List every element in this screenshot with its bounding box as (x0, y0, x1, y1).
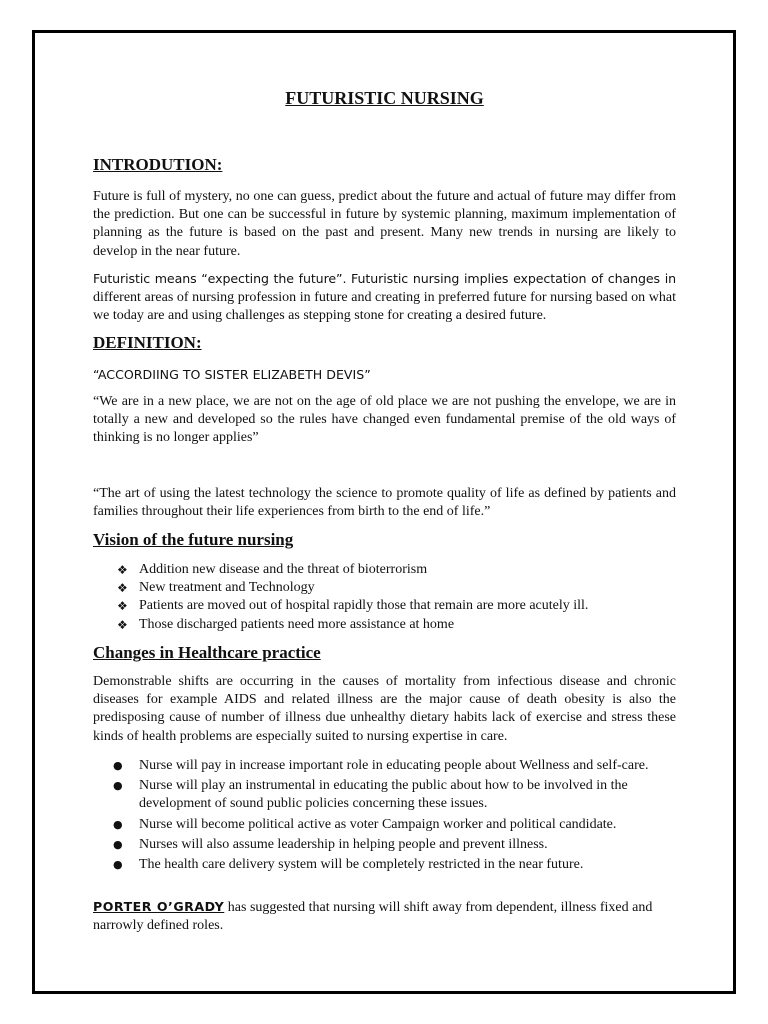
definition-quote-2: “The art of using the latest technology the science to promote quality of life as defined by patients and families throughout their life experiences from birth to the end of life.” (93, 486, 676, 520)
definition-heading: DEFINITION: (93, 333, 202, 352)
list-item: ● The health care delivery system will be completely restricted in the near future. (113, 856, 681, 874)
list-item: ❖ New treatment and Technology (117, 579, 657, 597)
introduction-paragraph-2 (93, 270, 676, 326)
changes-list (113, 757, 681, 874)
diamond-bullet-icon: ❖ (117, 599, 128, 614)
list-item: ❖ Those discharged patients need more assistance at home (117, 616, 657, 634)
list-item: ● Nurse will become political active as voter Campaign worker and political candidate. (113, 816, 681, 834)
vision-heading: Vision of the future nursing (93, 530, 294, 549)
list-item: ❖ Patients are moved out of hospital rapidly those that remain are more acutely ill. (117, 597, 657, 615)
changes-heading: Changes in Healthcare practice (93, 643, 321, 662)
definition-source: “ACCORDIING TO SISTER ELIZABETH DEVIS” (93, 367, 371, 382)
diamond-bullet-icon: ❖ (117, 581, 128, 596)
changes-paragraph: Demonstrable shifts are occurring in the causes of mortality from infectious disease and chronic diseases for example AIDS and related illness are the major cause of death obesity is also the predisposing cause of number of illness due unhealthy dietary habits lack of exercise and stress these kinds of health problems are especially suited to nursing expertise in care. (93, 674, 676, 744)
list-item: ● Nurse will play an instrumental in educating the public about how to be involved in the development of sound public policies concerning these issues. (113, 778, 628, 812)
vision-list (117, 561, 657, 634)
diamond-bullet-icon: ❖ (117, 563, 128, 577)
closing-paragraph (93, 898, 676, 935)
dot-bullet-icon: ● (113, 817, 123, 831)
definition-quote-1: “We are in a new place, we are not on the age of old place we are not pushing the envelope, we are in totally a new and developed so the rules have changed even fundamental premise of the old ways of thinking is no longer applies” (93, 394, 676, 446)
futuristic-definition-lead: Futuristic means “expecting the future”. Futuristic nursing implies expectation of changes in (93, 271, 676, 286)
author-name: PORTER O’GRADY (93, 899, 225, 914)
futuristic-definition-rest: different areas of nursing profession in future and creating in preferred future for nursing based on what we today are and using challenges as stepping stone for creating a desired future. (93, 290, 676, 324)
introduction-paragraph-1: Future is full of mystery, no one can guess, predict about the future and actual of future may differ from the prediction. But one can be successful in future by systemic planning, maximum implementation of planning as the future is based on the past and present. Many new trends in nursing are likely to develop in the near future. (93, 189, 676, 259)
document-title: FUTURISTIC NURSING (285, 88, 484, 108)
introduction-heading: INTRODUTION: (93, 155, 223, 174)
list-item: ● Nurses will also assume leadership in helping people and prevent illness. (113, 836, 681, 854)
dot-bullet-icon: ● (113, 837, 123, 851)
diamond-bullet-icon: ❖ (117, 617, 128, 632)
list-item: ❖ Addition new disease and the threat of bioterrorism (117, 561, 657, 579)
dot-bullet-icon: ● (113, 759, 123, 772)
dot-bullet-icon: ● (113, 779, 123, 793)
dot-bullet-icon: ● (113, 858, 123, 872)
list-item: ● Nurse will pay in increase important role in educating people about Wellness and self-care. (113, 757, 681, 775)
closing-text: has suggested that nursing will shift away from dependent, illness fixed and narrowly defined roles. (93, 900, 653, 934)
